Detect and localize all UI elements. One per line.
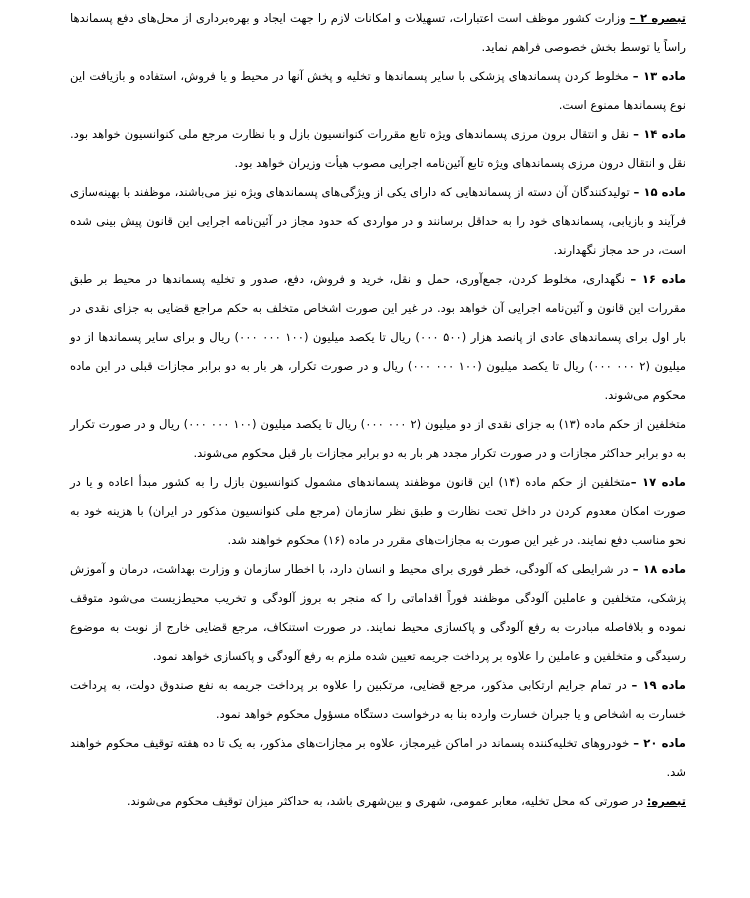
article-17-paragraph — [70, 468, 686, 555]
article-18-label: ماده ۱۸ – — [632, 562, 686, 576]
article-18-text: در شرایطی که آلودگی، خطر فوری برای محیط و انسان دارد، با اخطار سازمان و وزارت بهداشت، درمان و آموزش پزشکی، متخلفین و عاملین آلودگی موظفند فوراً اقداماتی را که منجر به بروز آلودگی و تخریب محیط‌زیست می‌شود متوقف نموده و بلافاصله مبادرت به رفع آلودگی و پاکسازی محیط نمایند. در صورت استنکاف، مرجع قضایی خارج از نوبت به موضوع رسیدگی و متخلفین و عاملین را علاوه بر پرداخت جریمه تعیین شده ملزم به رفع آلودگی و پاکسازی خواهد نمود. — [70, 562, 686, 663]
article-18-paragraph — [70, 555, 686, 671]
article-19-text: در تمام جرایم ارتکابی مذکور، مرجع قضایی، مرتکبین را علاوه بر پرداخت جریمه به نفع صندوق دولت، به پرداخت خسارت به اشخاص و یا جبران خسارت وارده بنا به درخواست دستگاه مسؤول محکوم خواهد نمود. — [70, 678, 686, 721]
article-17-text: متخلفین از حکم ماده (۱۴) این قانون موظفند پسماندهای مشمول کنوانسیون بازل را به کشور مبدأ اعاده و یا در صورت امکان معدوم کردن در داخل تحت نظارت و طبق نظر سازمان (مرجع ملی کنوانسیون مذکور در ایران) با هزینه خود به نحو مناسب دفع نمایند. در غیر این صورت به مجازات‌های مقرر در ماده (۱۶) محکوم خواهند شد. — [70, 475, 686, 547]
note-2-label: تبصره ۲ – — [629, 11, 686, 25]
article-19-label: ماده ۱۹ – — [631, 678, 686, 692]
article-20-paragraph — [70, 729, 686, 787]
article-16-label: ماده ۱۶ – — [630, 272, 686, 286]
article-16-text: نگهداری، مخلوط کردن، جمع‌آوری، حمل و نقل، خرید و فروش، دفع، صدور و تخلیه پسماندها در محیط بر طبق مقررات این قانون و آئین‌نامه اجرایی آن خواهد بود. در غیر این صورت اشخاص متخلف به حکم مراجع قضایی به جزای نقدی در بار اول برای پسماندهای عادی از پانصد هزار (۵۰۰ ۰۰۰) ریال تا یکصد میلیون (۱۰۰ ۰۰۰ ۰۰۰) ریال و برای سایر پسماندها از دو میلیون (۲ ۰۰۰ ۰۰۰) ریال تا یکصد میلیون (۱۰۰ ۰۰۰ ۰۰۰) ریال و در صورت تکرار، هر بار به دو برابر مجازات قبلی در این ماده محکوم می‌شوند. — [70, 272, 687, 402]
article-14-paragraph — [70, 120, 686, 178]
article-13-text: مخلوط کردن پسماندهای پزشکی با سایر پسماندها و تخلیه و پخش آنها در محیط و یا فروش، استفاده و بازیافت این نوع پسماندها ممنوع است. — [70, 69, 686, 112]
article-14-text: نقل و انتقال برون مرزی پسماندهای ویژه تابع مقررات کنوانسیون بازل و با نظارت مرجع ملی کنوانسیون خواهد بود. نقل و انتقال درون مرزی پسماندهای ویژه تابع آئین‌نامه اجرایی مصوب هیأت وزیران خواهد بود. — [70, 127, 686, 170]
article-20-text: خودروهای تخلیه‌کننده پسماند در اماکن غیرمجاز، علاوه بر مجازات‌های مذکور، به یک تا ده هفته توقیف محکوم خواهند شد. — [70, 736, 686, 779]
note-final-label: تبصره: — [646, 794, 686, 808]
article-14-label: ماده ۱۴ – — [633, 127, 686, 141]
article-20-label: ماده ۲۰ – — [633, 736, 686, 750]
note-2-paragraph — [70, 4, 686, 62]
article-15-text: تولیدکنندگان آن دسته از پسماندهایی که دارای یکی از ویژگی‌های پسماندهای ویژه نیز می‌باشند، موظفند با بهینه‌سازی فرآیند و بازیابی، پسماندهای خود را به حداقل برسانند و در مواردی که حدود مجاز در آئین‌نامه اجرایی این قانون پیش بینی شده است، در حد مجاز نگهدارند. — [70, 185, 686, 257]
article-13-label: ماده ۱۳ – — [632, 69, 686, 83]
article-16-continuation-paragraph — [70, 410, 686, 468]
article-13-paragraph — [70, 62, 686, 120]
article-15-paragraph — [70, 178, 686, 265]
article-15-label: ماده ۱۵ – — [633, 185, 686, 199]
note-2-text: وزارت کشور موظف است اعتبارات، تسهیلات و امکانات لازم را جهت ایجاد و بهره‌برداری از محل‌های دفع پسماندها راساً یا توسط بخش خصوصی فراهم نماید. — [70, 11, 686, 54]
article-16-paragraph — [70, 265, 686, 410]
note-final-text: در صورتی که محل تخلیه، معابر عمومی، شهری و بین‌شهری باشد، به حداکثر میزان توقیف محکوم می‌شوند. — [126, 794, 647, 808]
article-19-paragraph — [70, 671, 686, 729]
note-final-paragraph — [70, 787, 686, 816]
article-16-continuation-text: متخلفین از حکم ماده (۱۳) به جزای نقدی از دو میلیون (۲ ۰۰۰ ۰۰۰) ریال تا یکصد میلیون (۱۰۰ ۰۰۰ ۰۰۰) ریال و در صورت تکرار به دو برابر حداکثر مجازات و در صورت تکرار مجدد هر بار به دو برابر مجازات بار قبل محکوم می‌شوند. — [70, 417, 687, 460]
article-17-label: ماده ۱۷ – — [630, 475, 686, 489]
